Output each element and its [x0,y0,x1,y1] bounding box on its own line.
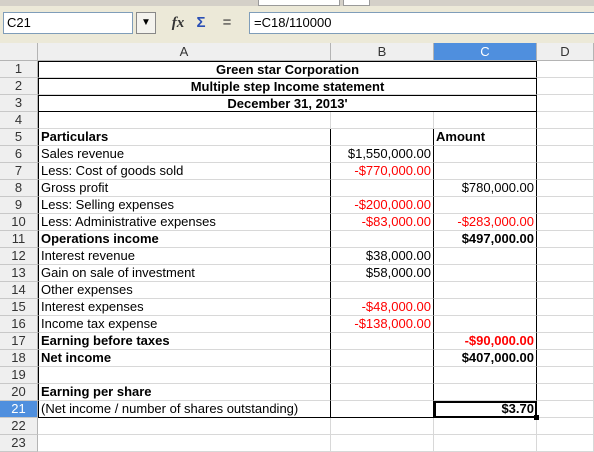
formula-input[interactable]: =C18/110000 [249,12,594,34]
cell-a12[interactable]: Interest revenue [38,248,331,265]
cell-d22[interactable] [537,418,594,435]
row-header-8[interactable]: 8 [0,180,38,197]
row-header-22[interactable]: 22 [0,418,38,435]
cell-a16[interactable]: Income tax expense [38,316,331,333]
cell-b19[interactable] [331,367,434,384]
cell-b4[interactable] [331,112,434,129]
row-header-3[interactable]: 3 [0,95,38,112]
select-all-corner[interactable] [0,43,38,61]
cell-b20[interactable] [331,384,434,401]
cell-d23[interactable] [537,435,594,452]
cell-c19[interactable] [434,367,537,384]
cell-d16[interactable] [537,316,594,333]
cell-b5[interactable] [331,129,434,146]
row-header-9[interactable]: 9 [0,197,38,214]
cell-d1[interactable] [537,61,594,78]
cell-a1[interactable]: Green star Corporation [38,61,537,78]
cell-d13[interactable] [537,265,594,282]
cell-c9[interactable] [434,197,537,214]
cell-b10[interactable]: -$83,000.00 [331,214,434,231]
toolbar-button-stub [343,0,370,6]
formula-bar [0,0,594,43]
cell-d9[interactable] [537,197,594,214]
cell-b21[interactable] [331,401,434,418]
cell-d12[interactable] [537,248,594,265]
spreadsheet-grid[interactable] [0,43,594,449]
cell-a21[interactable]: (Net income / number of shares outstanding) [38,401,331,418]
cell-a3[interactable]: December 31, 2013' [38,95,537,112]
row-header-21[interactable]: 21 [0,401,38,418]
cell-a10[interactable]: Less: Administrative expenses [38,214,331,231]
cell-b14[interactable] [331,282,434,299]
cell-a9[interactable]: Less: Selling expenses [38,197,331,214]
cell-c23[interactable] [434,435,537,452]
cell-d19[interactable] [537,367,594,384]
cell-d20[interactable] [537,384,594,401]
row-header-11[interactable]: 11 [0,231,38,248]
row-header-1[interactable]: 1 [0,61,38,78]
row-header-12[interactable]: 12 [0,248,38,265]
cell-a5[interactable]: Particulars [38,129,331,146]
cell-c15[interactable] [434,299,537,316]
cell-b23[interactable] [331,435,434,452]
cell-a4[interactable] [38,112,331,129]
name-box[interactable]: C21 [3,12,133,34]
cell-b22[interactable] [331,418,434,435]
row-header-2[interactable]: 2 [0,78,38,95]
cell-b6[interactable]: $1,550,000.00 [331,146,434,163]
cell-a17[interactable]: Earning before taxes [38,333,331,350]
cell-c12[interactable] [434,248,537,265]
row-header-15[interactable]: 15 [0,299,38,316]
cell-d18[interactable] [537,350,594,367]
cell-d10[interactable] [537,214,594,231]
cell-a22[interactable] [38,418,331,435]
cell-b16[interactable]: -$138,000.00 [331,316,434,333]
cell-c10[interactable]: -$283,000.00 [434,214,537,231]
cell-d14[interactable] [537,282,594,299]
cell-b9[interactable]: -$200,000.00 [331,197,434,214]
cell-a11[interactable]: Operations income [38,231,331,248]
cell-c11[interactable]: $497,000.00 [434,231,537,248]
sum-icon[interactable]: Σ [196,14,206,31]
cell-d15[interactable] [537,299,594,316]
row-header-16[interactable]: 16 [0,316,38,333]
row-header-10[interactable]: 10 [0,214,38,231]
cell-c18[interactable]: $407,000.00 [434,350,537,367]
cell-b15[interactable]: -$48,000.00 [331,299,434,316]
row-header-5[interactable]: 5 [0,129,38,146]
cell-a13[interactable]: Gain on sale of investment [38,265,331,282]
toolbar-strip [0,0,594,6]
column-header-a[interactable]: A [38,43,331,61]
cell-c17[interactable]: -$90,000.00 [434,333,537,350]
cell-c20[interactable] [434,384,537,401]
cell-d3[interactable] [537,95,594,112]
row-header-19[interactable]: 19 [0,367,38,384]
cell-a6[interactable]: Sales revenue [38,146,331,163]
equals-icon[interactable]: = [222,14,232,31]
cell-c5[interactable]: Amount [434,129,537,146]
cell-b8[interactable] [331,180,434,197]
column-header-b[interactable]: B [331,43,434,61]
cell-d6[interactable] [537,146,594,163]
name-box-dropdown-button[interactable] [136,12,156,34]
row-header-14[interactable]: 14 [0,282,38,299]
column-header-d[interactable]: D [537,43,594,61]
cell-a15[interactable]: Interest expenses [38,299,331,316]
row-header-23[interactable]: 23 [0,435,38,452]
cell-c13[interactable] [434,265,537,282]
cell-c16[interactable] [434,316,537,333]
fill-handle[interactable] [534,415,539,420]
cell-a19[interactable] [38,367,331,384]
cell-a14[interactable]: Other expenses [38,282,331,299]
row-header-17[interactable]: 17 [0,333,38,350]
row-header-20[interactable]: 20 [0,384,38,401]
cell-c22[interactable] [434,418,537,435]
cell-a20[interactable]: Earning per share [38,384,331,401]
cell-d7[interactable] [537,163,594,180]
cell-c21[interactable]: $3.70 [434,401,537,418]
row-header-18[interactable]: 18 [0,350,38,367]
cell-b12[interactable]: $38,000.00 [331,248,434,265]
row-header-13[interactable]: 13 [0,265,38,282]
cell-b18[interactable] [331,350,434,367]
column-header-c[interactable]: C [434,43,537,61]
cell-d4[interactable] [537,112,594,129]
cell-c8[interactable]: $780,000.00 [434,180,537,197]
cell-c7[interactable] [434,163,537,180]
toolbar-field-stub [258,0,340,6]
cell-d5[interactable] [537,129,594,146]
cell-c6[interactable] [434,146,537,163]
row-header-4[interactable]: 4 [0,112,38,129]
cell-d17[interactable] [537,333,594,350]
cell-a2[interactable]: Multiple step Income statement [38,78,537,95]
cell-d21[interactable] [537,401,594,418]
cell-d8[interactable] [537,180,594,197]
row-header-7[interactable]: 7 [0,163,38,180]
cell-c14[interactable] [434,282,537,299]
cell-b13[interactable]: $58,000.00 [331,265,434,282]
cell-a23[interactable] [38,435,331,452]
cell-a7[interactable]: Less: Cost of goods sold [38,163,331,180]
cell-b7[interactable]: -$770,000.00 [331,163,434,180]
cell-d11[interactable] [537,231,594,248]
cell-b11[interactable] [331,231,434,248]
function-wizard-icon[interactable]: fx [171,15,185,31]
cell-a8[interactable]: Gross profit [38,180,331,197]
cell-b17[interactable] [331,333,434,350]
cell-c4[interactable] [434,112,537,129]
cell-d2[interactable] [537,78,594,95]
row-header-6[interactable]: 6 [0,146,38,163]
cell-a18[interactable]: Net income [38,350,331,367]
chevron-down-icon: ▼ [141,17,151,28]
